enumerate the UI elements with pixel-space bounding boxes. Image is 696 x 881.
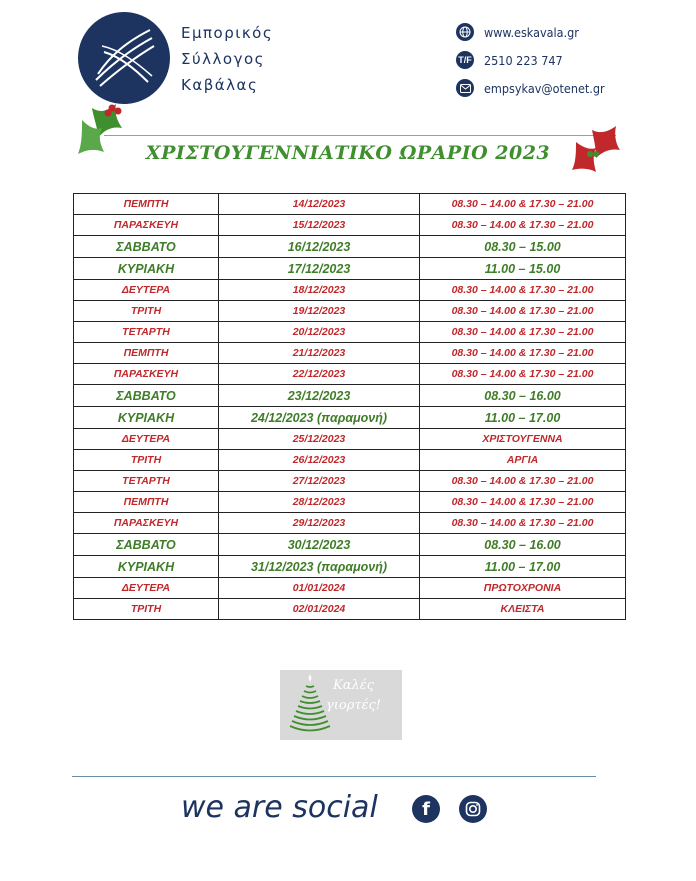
table-row [74,556,626,578]
table-row [74,492,626,513]
hours-cell: 08.30 – 14.00 & 17.30 – 21.00 [420,322,626,343]
date-cell: 30/12/2023 [219,534,420,556]
schedule-table [73,193,626,620]
table-row [74,280,626,301]
date-cell: 31/12/2023 (παραμονή) [219,556,420,578]
hours-cell: 08.30 – 16.00 [420,385,626,407]
date-cell: 01/01/2024 [219,578,420,599]
hours-cell: 08.30 – 14.00 & 17.30 – 21.00 [420,280,626,301]
day-cell: ΔΕΥΤΕΡΑ [74,578,219,599]
table-row [74,364,626,385]
org-name-line-3: Καβάλας [181,76,259,94]
date-cell: 24/12/2023 (παραμονή) [219,407,420,429]
day-cell: ΠΑΡΑΣΚΕΥΗ [74,364,219,385]
date-cell: 15/12/2023 [219,215,420,236]
day-cell: ΠΕΜΠΤΗ [74,492,219,513]
hours-cell: 08.30 – 14.00 & 17.30 – 21.00 [420,471,626,492]
date-cell: 28/12/2023 [219,492,420,513]
email-link[interactable]: empsykav@otenet.gr [484,80,605,96]
date-cell: 16/12/2023 [219,236,420,258]
phone-row [456,46,686,74]
org-name-line-2: Σύλλογος [181,50,265,68]
social-tagline: we are social [181,790,378,825]
table-row [74,322,626,343]
hours-cell: 08.30 – 16.00 [420,534,626,556]
date-cell: 26/12/2023 [219,450,420,471]
day-cell: ΚΥΡΙΑΚΗ [74,258,219,280]
table-row [74,599,626,620]
organization-name [181,20,273,98]
title-divider [104,135,616,136]
hours-cell: ΧΡΙΣΤΟΥΓΕΝΝΑ [420,429,626,450]
website-link[interactable]: www.eskavala.gr [484,24,579,40]
logo [78,12,170,104]
org-name-line-1: Εμπορικός [181,24,274,42]
day-cell: ΤΡΙΤΗ [74,450,219,471]
date-cell: 02/01/2024 [219,599,420,620]
hours-cell: 08.30 – 14.00 & 17.30 – 21.00 [420,343,626,364]
hands-logo-icon [78,12,170,104]
day-cell: ΠΑΡΑΣΚΕΥΗ [74,215,219,236]
date-cell: 19/12/2023 [219,301,420,322]
table-row [74,429,626,450]
hours-cell: 08.30 – 14.00 & 17.30 – 21.00 [420,513,626,534]
table-row [74,407,626,429]
hours-cell: 08.30 – 14.00 & 17.30 – 21.00 [420,492,626,513]
hours-cell: ΑΡΓΙΑ [420,450,626,471]
day-cell: ΤΡΙΤΗ [74,301,219,322]
table-row [74,215,626,236]
greeting-card [280,670,402,740]
hours-cell: ΚΛΕΙΣΤΑ [420,599,626,620]
date-cell: 25/12/2023 [219,429,420,450]
table-row [74,450,626,471]
hours-cell: 08.30 – 15.00 [420,236,626,258]
greeting-text [326,676,381,716]
table-row [74,471,626,492]
email-icon [456,79,474,97]
greeting-line-2: γιορτές! [326,698,382,713]
date-cell: 23/12/2023 [219,385,420,407]
email-row[interactable] [456,74,686,102]
table-row [74,258,626,280]
hours-cell: 11.00 – 17.00 [420,556,626,578]
table-row [74,194,626,215]
date-cell: 17/12/2023 [219,258,420,280]
table-row [74,534,626,556]
hours-cell: 08.30 – 14.00 & 17.30 – 21.00 [420,194,626,215]
day-cell: ΠΕΜΠΤΗ [74,194,219,215]
date-cell: 22/12/2023 [219,364,420,385]
day-cell: ΚΥΡΙΑΚΗ [74,407,219,429]
contact-info [456,18,686,102]
day-cell: ΚΥΡΙΑΚΗ [74,556,219,578]
table-row [74,385,626,407]
date-cell: 27/12/2023 [219,471,420,492]
phone-number: 2510 223 747 [484,52,563,68]
hours-cell: ΠΡΩΤΟΧΡΟΝΙΑ [420,578,626,599]
hours-cell: 11.00 – 15.00 [420,258,626,280]
day-cell: ΣΑΒΒΑΤΟ [74,236,219,258]
hours-cell: 08.30 – 14.00 & 17.30 – 21.00 [420,301,626,322]
globe-icon [456,23,474,41]
day-cell: ΤΕΤΑΡΤΗ [74,322,219,343]
greeting-line-1: Καλές [333,678,374,693]
date-cell: 18/12/2023 [219,280,420,301]
date-cell: 14/12/2023 [219,194,420,215]
table-row [74,578,626,599]
day-cell: ΣΑΒΒΑΤΟ [74,385,219,407]
day-cell: ΠΑΡΑΣΚΕΥΗ [74,513,219,534]
website-row[interactable] [456,18,686,46]
table-row [74,236,626,258]
facebook-icon[interactable]: f [412,795,440,823]
date-cell: 20/12/2023 [219,322,420,343]
hours-cell: 11.00 – 17.00 [420,407,626,429]
hours-cell: 08.30 – 14.00 & 17.30 – 21.00 [420,364,626,385]
day-cell: ΤΡΙΤΗ [74,599,219,620]
day-cell: ΤΕΤΑΡΤΗ [74,471,219,492]
table-row [74,513,626,534]
table-row [74,301,626,322]
date-cell: 21/12/2023 [219,343,420,364]
hours-cell: 08.30 – 14.00 & 17.30 – 21.00 [420,215,626,236]
day-cell: ΔΕΥΤΕΡΑ [74,429,219,450]
phone-fax-icon: T/F [456,51,474,69]
date-cell: 29/12/2023 [219,513,420,534]
instagram-icon[interactable] [459,795,487,823]
page-title: ΧΡΙΣΤΟΥΓΕΝΝΙΑΤΙΚΟ ΩΡΑΡΙΟ 2023 [145,142,551,164]
footer-divider [72,776,596,777]
day-cell: ΣΑΒΒΑΤΟ [74,534,219,556]
day-cell: ΠΕΜΠΤΗ [74,343,219,364]
day-cell: ΔΕΥΤΕΡΑ [74,280,219,301]
table-row [74,343,626,364]
